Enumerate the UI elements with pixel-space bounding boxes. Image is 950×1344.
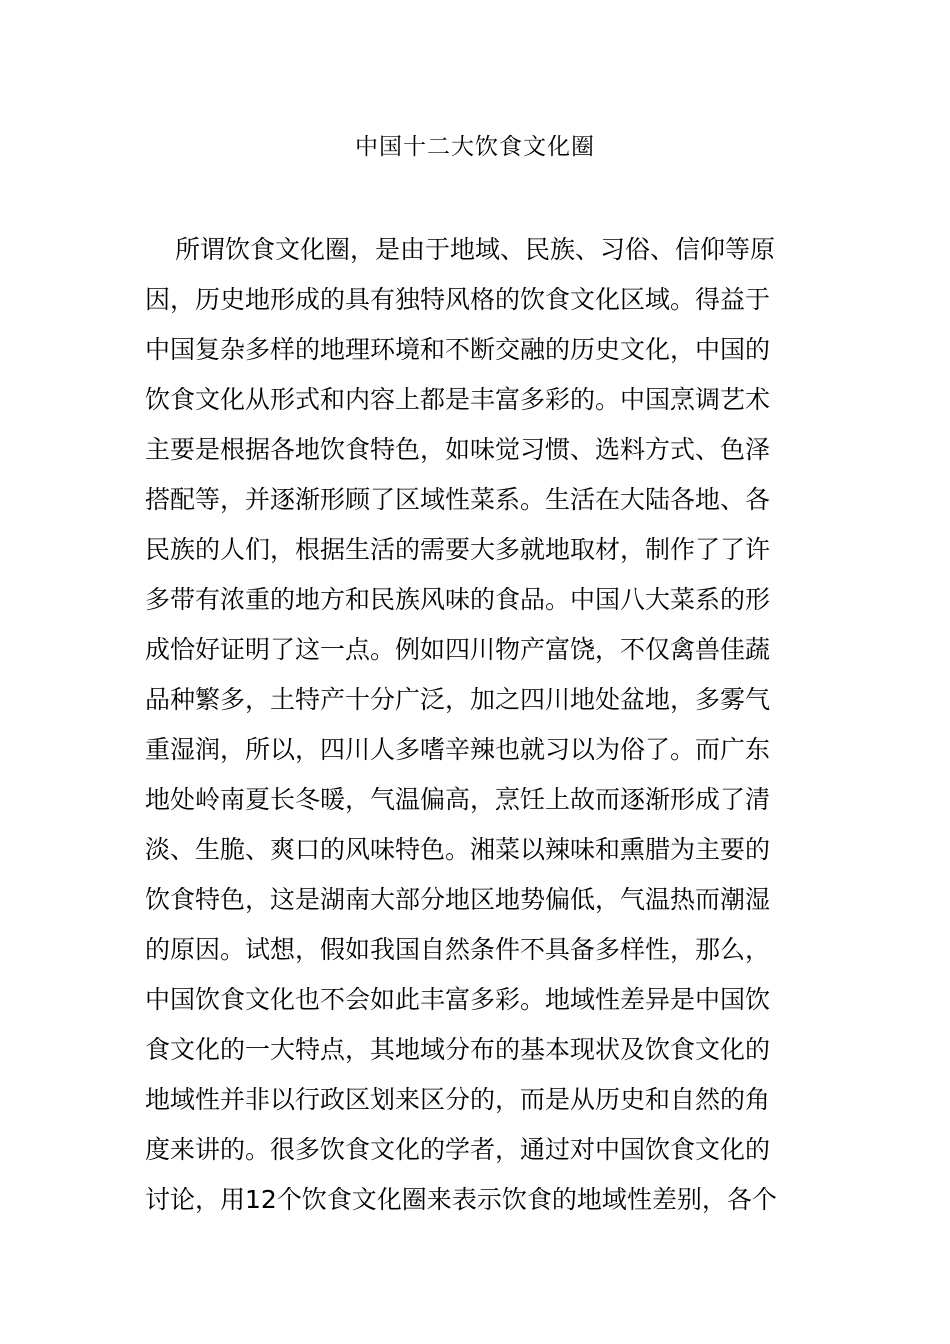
document-body — [145, 231, 825, 1231]
body-line: 所谓饮食文化圈，是由于地域、民族、习俗、信仰等原 — [175, 235, 776, 264]
document-title: 中国十二大饮食文化圈 — [355, 134, 595, 160]
body-line: 度来讲的。很多饮食文化的学者，通过对中国饮食文化的 — [145, 1135, 771, 1164]
body-line: 因，历史地形成的具有独特风格的饮食文化区域。得益于 — [145, 285, 771, 314]
body-line: 淡、生脆、爽口的风味特色。湘菜以辣味和熏腊为主要的 — [145, 835, 771, 864]
body-line: 的原因。试想，假如我国自然条件不具备多样性，那么， — [145, 935, 771, 964]
body-line: 食文化的一大特点，其地域分布的基本现状及饮食文化的 — [145, 1035, 771, 1064]
body-line: 主要是根据各地饮食特色，如味觉习惯、选料方式、色泽 — [145, 435, 771, 464]
body-line: 饮食文化从形式和内容上都是丰富多彩的。中国烹调艺术 — [145, 385, 771, 414]
body-line: 品种繁多，土特产十分广泛，加之四川地处盆地，多雾气 — [145, 685, 771, 714]
body-line: 地域性并非以行政区划来区分的，而是从历史和自然的角 — [145, 1085, 771, 1114]
body-line: 饮食特色，这是湖南大部分地区地势偏低，气温热而潮湿 — [145, 885, 771, 914]
body-line: 地处岭南夏长冬暖，气温偏高，烹饪上故而逐渐形成了清 — [145, 785, 771, 814]
body-line: 多带有浓重的地方和民族风味的食品。中国八大菜系的形 — [145, 585, 771, 614]
body-line: 民族的人们，根据生活的需要大多就地取材，制作了了许 — [145, 535, 771, 564]
body-line: 中国复杂多样的地理环境和不断交融的历史文化，中国的 — [145, 335, 771, 364]
body-line: 讨论，用12个饮食文化圈来表示饮食的地域性差别，各个 — [145, 1185, 777, 1214]
body-line: 重湿润，所以，四川人多嗜辛辣也就习以为俗了。而广东 — [145, 735, 771, 764]
body-line: 成恰好证明了这一点。例如四川物产富饶，不仅禽兽佳蔬 — [145, 635, 771, 664]
body-line: 搭配等，并逐渐形顾了区域性菜系。生活在大陆各地、各 — [145, 485, 771, 514]
body-line: 中国饮食文化也不会如此丰富多彩。地域性差异是中国饮 — [145, 985, 771, 1014]
